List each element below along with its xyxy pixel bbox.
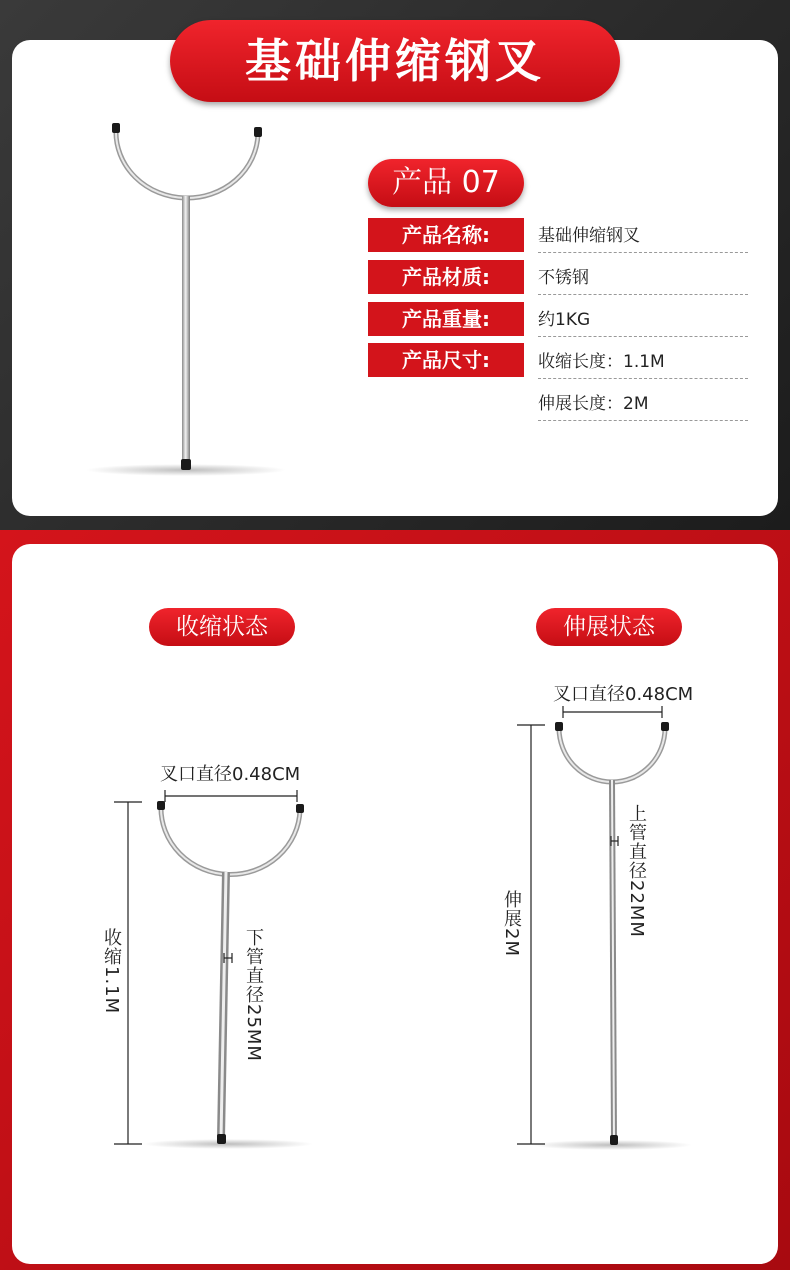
spec-label-material: 产品材质:: [368, 260, 524, 294]
spec-label-weight: 产品重量:: [368, 302, 524, 336]
retracted-tube-diameter: 下管直径25MM: [243, 928, 264, 1062]
spec-value-extended-length: 伸展长度：2M: [538, 388, 748, 421]
retracted-state-title: 收缩状态: [149, 608, 295, 646]
spec-value-weight: 约1KG: [538, 304, 748, 337]
extended-tube-diameter: 上管直径22MM: [626, 804, 647, 938]
spec-label-size: 产品尺寸:: [368, 343, 524, 377]
retracted-length-label: 收缩1.1M: [101, 928, 122, 1015]
spec-value-retracted-length: 收缩长度：1.1M: [538, 346, 748, 379]
extended-state-title: 伸展状态: [536, 608, 682, 646]
extended-length-label: 伸展2M: [501, 890, 522, 957]
spec-value-name: 基础伸缩钢叉: [538, 220, 748, 253]
page-title: 基础伸缩钢叉: [170, 20, 620, 102]
retracted-fork-diameter: 叉口直径0.48CM: [160, 764, 301, 785]
product-number-badge: 产品 07: [368, 159, 524, 207]
spec-value-material: 不锈钢: [538, 262, 748, 295]
extended-fork-diameter: 叉口直径0.48CM: [553, 684, 694, 705]
spec-label-name: 产品名称:: [368, 218, 524, 252]
